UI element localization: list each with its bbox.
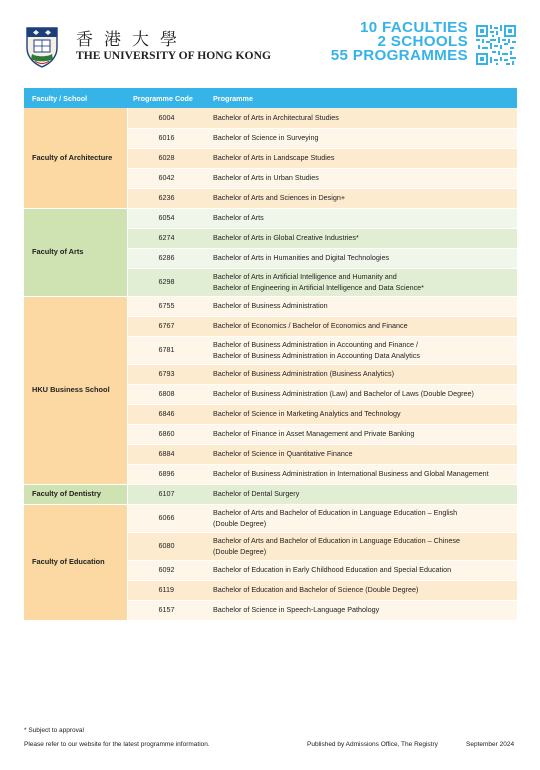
- footnote-subject-to-approval: * Subject to approval: [24, 727, 84, 734]
- table-row: [24, 296, 517, 316]
- programme-name-line: Bachelor of Arts in Artificial Intelligence and Humanity and: [213, 271, 397, 281]
- programme-name: [205, 532, 517, 560]
- programme-name-line: Bachelor of Business Administration in Accounting and Finance /: [213, 339, 418, 349]
- programme-name: Bachelor of Arts in Urban Studies: [205, 168, 517, 188]
- programme-code: 6860: [127, 424, 205, 444]
- programme-name: [205, 504, 517, 532]
- table-header-row: [24, 88, 517, 108]
- programme-name: Bachelor of Science in Marketing Analytics and Technology: [205, 404, 517, 424]
- col-header-faculty: Faculty / School: [24, 88, 127, 108]
- programme-name: Bachelor of Arts and Sciences in Design+: [205, 188, 517, 208]
- programme-code: 6119: [127, 580, 205, 600]
- programme-code: 6236: [127, 188, 205, 208]
- programme-code: 6808: [127, 384, 205, 404]
- faculty-name: Faculty of Architecture: [24, 108, 127, 208]
- programme-name: Bachelor of Science in Surveying: [205, 128, 517, 148]
- stat-programmes: 55 PROGRAMMES: [330, 47, 468, 64]
- faculty-name: HKU Business School: [24, 296, 127, 484]
- programme-name: Bachelor of Education and Bachelor of Science (Double Degree): [205, 580, 517, 600]
- faculty-group-business: [24, 296, 517, 484]
- stat-schools: 2 SCHOOLS: [377, 33, 468, 50]
- university-name-chinese: 香港大學: [76, 30, 188, 50]
- programme-table: [24, 88, 517, 621]
- programme-name: [205, 268, 517, 296]
- programme-name: Bachelor of Arts in Humanities and Digital Technologies: [205, 248, 517, 268]
- programme-name-line: (Double Degree): [213, 519, 267, 528]
- programme-name: [205, 336, 517, 364]
- faculty-name: Faculty of Dentistry: [24, 484, 127, 504]
- programme-name: Bachelor of Science in Speech-Language Pathology: [205, 600, 517, 620]
- website-note: Please refer to our website for the latest programme information.: [24, 741, 210, 748]
- table-row: [24, 108, 517, 128]
- publisher-note: Published by Admissions Office, The Registry: [307, 741, 438, 748]
- programme-name: Bachelor of Business Administration (Business Analytics): [205, 364, 517, 384]
- programme-name-line: Bachelor of Arts and Bachelor of Education in Language Education – English: [213, 507, 458, 517]
- programme-stats: [318, 21, 468, 63]
- programme-code: 6028: [127, 148, 205, 168]
- programme-name: Bachelor of Education in Early Childhood Education and Special Education: [205, 560, 517, 580]
- table-row: [24, 504, 517, 532]
- faculty-name: Faculty of Education: [24, 504, 127, 620]
- faculty-group-dentistry: [24, 484, 517, 504]
- programme-code: 6004: [127, 108, 205, 128]
- table-row: [24, 208, 517, 228]
- programme-name: Bachelor of Arts in Landscape Studies: [205, 148, 517, 168]
- programme-code: 6793: [127, 364, 205, 384]
- stat-faculties: 10 FACULTIES: [360, 19, 468, 36]
- qr-code-icon[interactable]: [476, 25, 516, 65]
- programme-name-line: Bachelor of Engineering in Artificial Intelligence and Data Science*: [213, 283, 424, 292]
- programme-code: 6896: [127, 464, 205, 484]
- programme-code: 6054: [127, 208, 205, 228]
- programme-code: 6016: [127, 128, 205, 148]
- programme-code: 6767: [127, 316, 205, 336]
- programme-code: 6080: [127, 532, 205, 560]
- programme-code: 6781: [127, 336, 205, 364]
- programme-name: Bachelor of Dental Surgery: [205, 484, 517, 504]
- col-header-programme: Programme: [205, 88, 517, 108]
- faculty-group-education: [24, 504, 517, 620]
- page-header: [0, 0, 540, 88]
- programme-code: 6298: [127, 268, 205, 296]
- faculty-group-architecture: [24, 108, 517, 208]
- col-header-code: Programme Code: [127, 88, 205, 108]
- programme-code: 6157: [127, 600, 205, 620]
- hku-crest-icon: [22, 26, 62, 68]
- publication-date: September 2024: [466, 741, 515, 748]
- university-name-english: THE UNIVERSITY OF HONG KONG: [76, 49, 271, 62]
- faculty-group-arts: [24, 208, 517, 296]
- programme-code: 6092: [127, 560, 205, 580]
- programme-name-line: (Double Degree): [213, 547, 267, 556]
- table-row: [24, 484, 517, 504]
- programme-name: Bachelor of Science in Quantitative Finance: [205, 444, 517, 464]
- programme-code: 6274: [127, 228, 205, 248]
- programme-name: Bachelor of Finance in Asset Management and Private Banking: [205, 424, 517, 444]
- programme-name-line: Bachelor of Arts and Bachelor of Education in Language Education – Chinese: [213, 535, 460, 545]
- programme-code: 6107: [127, 484, 205, 504]
- programme-name: Bachelor of Arts in Global Creative Industries*: [205, 228, 517, 248]
- programme-code: 6846: [127, 404, 205, 424]
- programme-code: 6286: [127, 248, 205, 268]
- programme-name: Bachelor of Arts: [205, 208, 517, 228]
- programme-name: Bachelor of Arts in Architectural Studies: [205, 108, 517, 128]
- programme-code: 6042: [127, 168, 205, 188]
- programme-name: Bachelor of Business Administration in International Business and Global Management: [205, 464, 517, 484]
- programme-name: Bachelor of Business Administration (Law) and Bachelor of Laws (Double Degree): [205, 384, 517, 404]
- programme-name: Bachelor of Business Administration: [205, 296, 517, 316]
- programme-code: 6066: [127, 504, 205, 532]
- programme-name-line: Bachelor of Business Administration in Accounting Data Analytics: [213, 351, 420, 360]
- faculty-name: Faculty of Arts: [24, 208, 127, 296]
- programme-code: 6755: [127, 296, 205, 316]
- programme-name: Bachelor of Economics / Bachelor of Economics and Finance: [205, 316, 517, 336]
- programme-code: 6884: [127, 444, 205, 464]
